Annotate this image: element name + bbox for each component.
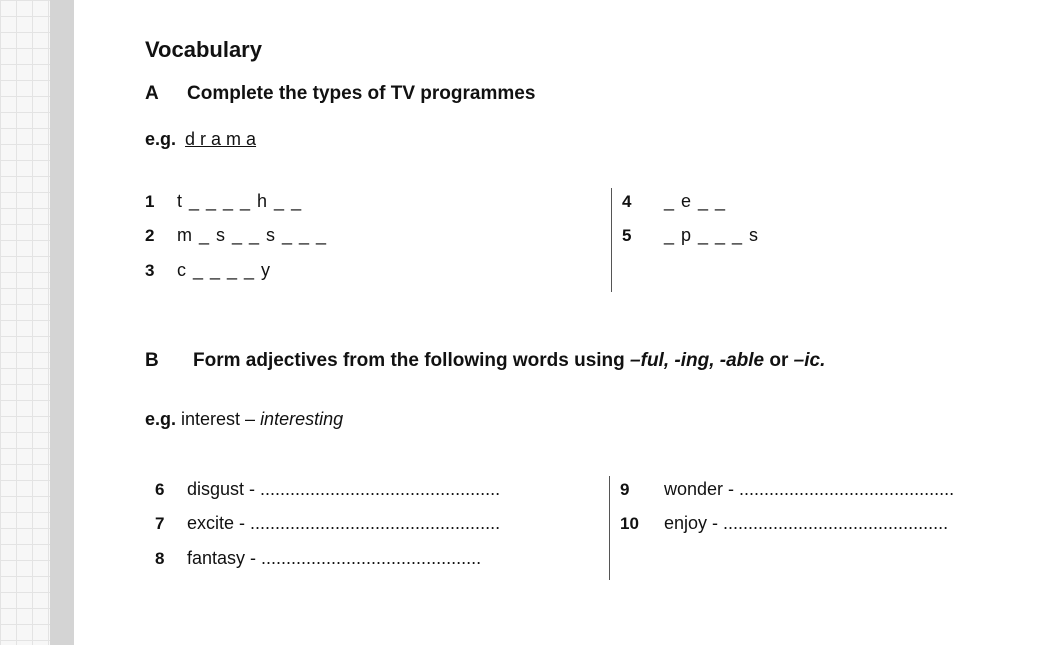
section-a-letter: A	[145, 83, 159, 104]
item-fill-line: enjoy - .............................................	[664, 513, 949, 533]
page-edge-grid	[0, 0, 50, 645]
item-number: 7	[155, 514, 165, 533]
item-number: 8	[155, 549, 165, 568]
page-gutter	[50, 0, 74, 645]
item-number: 5	[622, 226, 632, 245]
page-title: Vocabulary	[145, 37, 262, 62]
instruction-suffixes: –ful, -ing, -able	[630, 350, 765, 371]
item-number: 4	[622, 192, 632, 211]
instruction-or: or	[764, 350, 794, 371]
item-gap-word: _ e _ _	[664, 191, 727, 211]
instruction-last-suffix: –ic.	[793, 350, 826, 371]
item-fill-line: wonder - ...........................................	[664, 479, 955, 499]
example-prefix: e.g.	[145, 129, 177, 149]
column-divider	[609, 476, 610, 580]
example-prefix: e.g.	[145, 409, 177, 429]
item-gap-word: _ p _ _ _ s	[664, 225, 760, 245]
item-number: 1	[145, 192, 155, 211]
item-number: 3	[145, 261, 155, 280]
section-a-example	[145, 129, 256, 150]
item-gap-word: t _ _ _ _ h _ _	[177, 191, 303, 211]
item-gap-word: m _ s _ _ s _ _ _	[177, 225, 328, 245]
item-number: 9	[620, 480, 630, 499]
item-fill-line: excite - ..................................................	[187, 513, 501, 533]
column-divider	[611, 188, 612, 292]
section-b-instruction	[193, 350, 825, 372]
example-answer: interesting	[260, 409, 344, 429]
section-b-letter: B	[145, 350, 159, 371]
item-fill-line: fantasy - ............................................	[187, 548, 482, 568]
example-word: interest –	[176, 409, 261, 429]
instruction-text: Form adjectives from the following words using	[193, 350, 631, 371]
example-answer: d r a m a	[185, 129, 257, 149]
item-number: 2	[145, 226, 155, 245]
section-b-example	[145, 409, 343, 430]
item-gap-word: c _ _ _ _ y	[177, 260, 272, 280]
item-number: 6	[155, 480, 165, 499]
item-fill-line: disgust - ................................................	[187, 479, 501, 499]
item-number: 10	[620, 514, 639, 533]
section-a-instruction: Complete the types of TV programmes	[187, 83, 536, 104]
